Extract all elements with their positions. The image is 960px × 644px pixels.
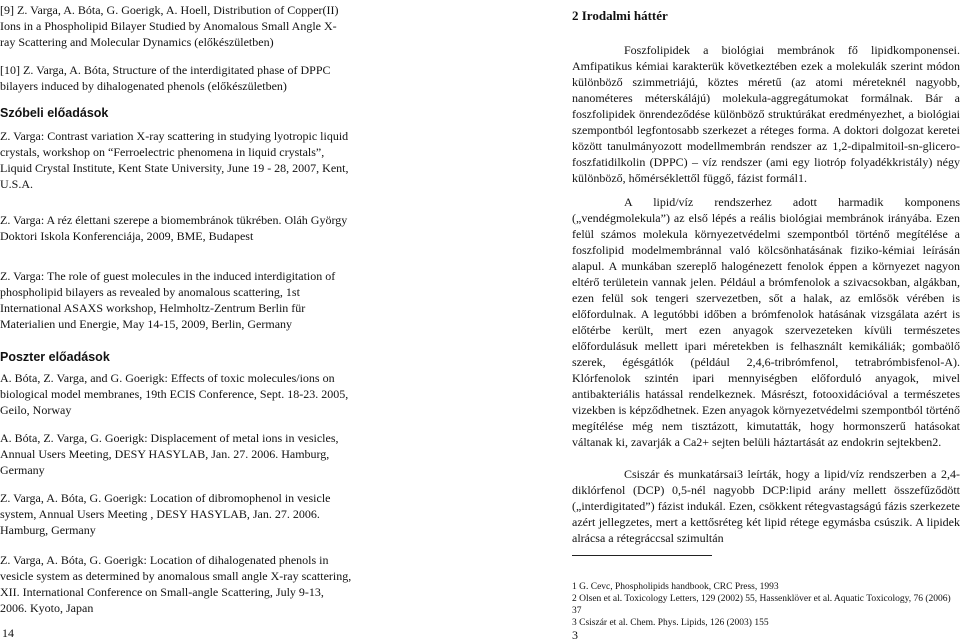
footnote-divider xyxy=(572,555,712,556)
footnote: 3 Csiszár et al. Chem. Phys. Lipids, 126 (2003) 155 xyxy=(572,618,769,628)
posters-heading: Poszter előadások xyxy=(0,350,110,364)
talk-item: Z. Varga: Contrast variation X-ray scattering in studying lyotropic liquid crystals, workshop on “Ferroelectric phenomena in liquid crystals”, Liquid Crystal Institute, Kent State University, June 19 - 28, 2007, Kent, U.S.A. xyxy=(0,129,349,191)
page-number-left: 14 xyxy=(2,626,14,640)
footnote: 1 G. Cevc, Phospholipids handbook, CRC Press, 1993 xyxy=(572,582,779,592)
poster-item: Z. Varga, A. Bóta, G. Goerigk: Location of dihalogenated phenols in vesicle system as determined by anomalous small angle X-ray scattering, XII. International Conference on Small-angle Scattering, July 9-13, 2006. Kyoto, Japan xyxy=(0,553,352,615)
left-page xyxy=(0,0,420,644)
body-paragraph: Csiszár és munkatársai3 leírták, hogy a lipid/víz rendszerben a 2,4-diklórfenol (DCP) 0,5-nél nagyobb DCP:lipid arány mellett összefűződött („interdigitated”) fázist indukál. Ezen, csökkent rétegvastagságú fázis szerkezete azért jellegzetes, mert a kettősréteg két lipid rétege egymásba csúszik. A lipidek alrácsa a rétegráccsal szimultán xyxy=(572,467,960,545)
section-title: 2 Irodalmi háttér xyxy=(572,8,668,23)
reference-10: [10] Z. Varga, A. Bóta, Structure of the interdigitated phase of DPPC bilayers induced by dihalogenated phenols (előkészületben) xyxy=(0,63,331,93)
talk-item: Z. Varga: The role of guest molecules in the induced interdigitation of phospholipid bilayers as revealed by anomalous scattering, 1st International ASAXS workshop, Helmholtz-Zentrum Berlin für Materialien und Energie, May 14-15, 2009, Berlin, Germany xyxy=(0,269,336,331)
poster-item: A. Bóta, Z. Varga, G. Goerigk: Displacement of metal ions in vesicles, Annual Users Meeting, DESY HASYLAB, Jan. 27. 2006. Hamburg, Germany xyxy=(0,431,339,477)
poster-item: Z. Varga, A. Bóta, G. Goerigk: Location of dibromophenol in vesicle system, Annual Users Meeting , DESY HASYLAB, Jan. 27. 2006. Hamburg, Germany xyxy=(0,491,331,537)
footnote: 2 Olsen et al. Toxicology Letters, 129 (2002) 55, Hassenklöver et al. Aquatic Toxicology, 76 (2006) 37 xyxy=(572,594,951,616)
right-page xyxy=(540,0,960,644)
poster-item: A. Bóta, Z. Varga, and G. Goerigk: Effects of toxic molecules/ions on biological model membranes, 19th ECIS Conference, Sept. 18-23. 2005, Geilo, Norway xyxy=(0,371,349,417)
page-number-right: 3 xyxy=(572,628,578,642)
talks-heading: Szóbeli előadások xyxy=(0,106,109,120)
reference-9: [9] Z. Varga, A. Bóta, G. Goerigk, A. Hoell, Distribution of Copper(II) Ions in a Phospholipid Bilayer Studied by Anomalous Small Angle X- ray Scattering and Molecular Dynamics (előkészületben) xyxy=(0,3,339,49)
body-paragraph: A lipid/víz rendszerhez adott harmadik komponens („vendégmolekula”) az első lépés a reális biológiai membránok irányába. Ezen felül számos molekula környezetvédelmi szempontból történő megítélése a foszfolipid modelmembránnal való kölcsönhatásának fiziko-kémiai leírásán alapul. A munkában szereplő halogénezett fenolok éppen a környezet nagyon eltérő területein vannak jelen. Például a brómfenolok a szivacsokban, algákban, ezen felül sok tengeri szervezetben, sőt a halak, az emlősök vérében is előfordulnak. A legutóbbi időben a brómfenolok hatásának vizsgálata azért is előtérbe került, mert ezen anyagok szervezeteken kívüli természetes előfordulásuk mellett ipari méretekben is felhasznált kemikáliák; gombaölő szerek, égésgátlók (például 2,4,6-tribrómfenol, tetrabrómbisfenol-A). Klórfenolok szintén ipari mennyiségben előforduló anyagok, mivel antibakteriális hatással rendelkeznek. Másrészt, fotooxidációval a természetes vizekben is képződhetnek. Ezen anyagok környezetvédelmi szempontból történő megítélése még nem tisztázott, kimutatták, hogy hormonszerű hatásokat váltanak ki, zavarják a Ca2+ sejten belüli háztartását az endokrin sejtekben2. xyxy=(572,195,960,449)
talk-item: Z. Varga: A réz élettani szerepe a biomembránok tükrében. Oláh György Doktori Iskola Konferenciája, 2009, BME, Budapest xyxy=(0,213,348,243)
body-paragraph: Foszfolipidek a biológiai membránok fő lipidkomponensei. Amfipatikus kémiai karakterük következtében ezek a molekulák szerint módon különböző szimmetriájú, köztes méretű (az atomi méreteknél nagyobb, nanométeres méterskálájú) molekula-aggregátumokat formálnak. Bár a foszfolipidek önrendeződése különböző struktúrákat eredményezhet, a biológiai szempontból legfontosabb szerkezet a réteges forma. A doktori dolgozat keretei között tanulmányozott modellmembrán rendszer az 1,2-dipalmitoil-sn-glicero-foszfatidilkolin (DPPC) – víz rendszer (ami egy liotróp folyadékkristály) négy különböző, hőmérséklettől függő, fázist formál1. xyxy=(572,43,960,185)
